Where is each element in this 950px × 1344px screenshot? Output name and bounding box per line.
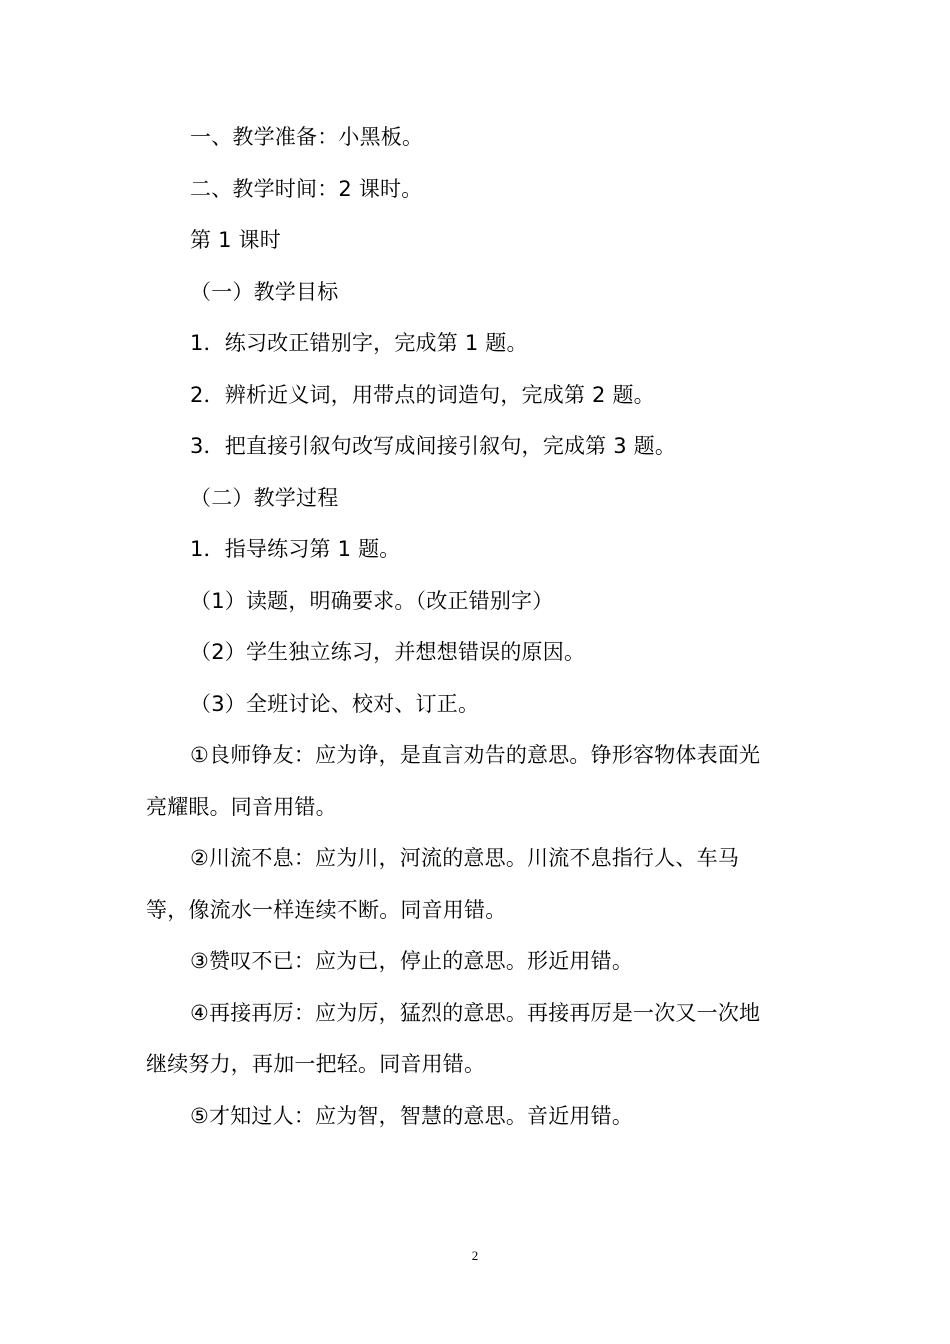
goal-item-2: 2．辨析近义词，用带点的词造句，完成第 2 题。 — [190, 382, 655, 407]
correction-item-4: ④再接再厉：应为厉，猛烈的意思。再接再厉是一次又一次地 — [190, 1000, 761, 1025]
paragraph-time: 二、教学时间：2 课时。 — [190, 176, 423, 201]
goal-item-1: 1．练习改正错别字，完成第 1 题。 — [190, 331, 528, 355]
process-substep-1: （1）读题，明确要求。（改正错别字） — [190, 588, 554, 613]
correction-item-1-continued: 亮耀眼。同音用错。 — [146, 794, 337, 819]
goal-item-3: 3．把直接引叙句改写成间接引叙句，完成第 3 题。 — [190, 434, 677, 458]
process-step-1: 1．指导练习第 1 题。 — [190, 537, 401, 561]
process-substep-3: （3）全班讨论、校对、订正。 — [190, 691, 480, 716]
correction-item-3: ③赞叹不已：应为已，停止的意思。形近用错。 — [190, 949, 634, 973]
correction-item-5: ⑤才知过人：应为智，智慧的意思。音近用错。 — [190, 1103, 634, 1128]
section-heading-goals: （一）教学目标 — [190, 279, 339, 304]
process-substep-2: （2）学生独立练习，并想想错误的原因。 — [190, 640, 586, 664]
paragraph-preparation: 一、教学准备：小黑板。 — [190, 125, 424, 149]
correction-item-4-continued: 继续努力，再加一把轻。同音用错。 — [146, 1052, 486, 1076]
correction-item-2: ②川流不息：应为川，河流的意思。川流不息指行人、车马 — [190, 846, 740, 870]
section-heading-process: （二）教学过程 — [190, 485, 339, 510]
lesson-heading: 第 1 课时 — [190, 228, 281, 252]
document-body — [146, 112, 806, 1142]
correction-item-2-continued: 等，像流水一样连续不断。同音用错。 — [146, 897, 507, 922]
page-number: 2 — [471, 1248, 479, 1263]
correction-item-1: ①良师铮友：应为诤，是直言劝告的意思。铮形容物体表面光 — [190, 743, 761, 767]
